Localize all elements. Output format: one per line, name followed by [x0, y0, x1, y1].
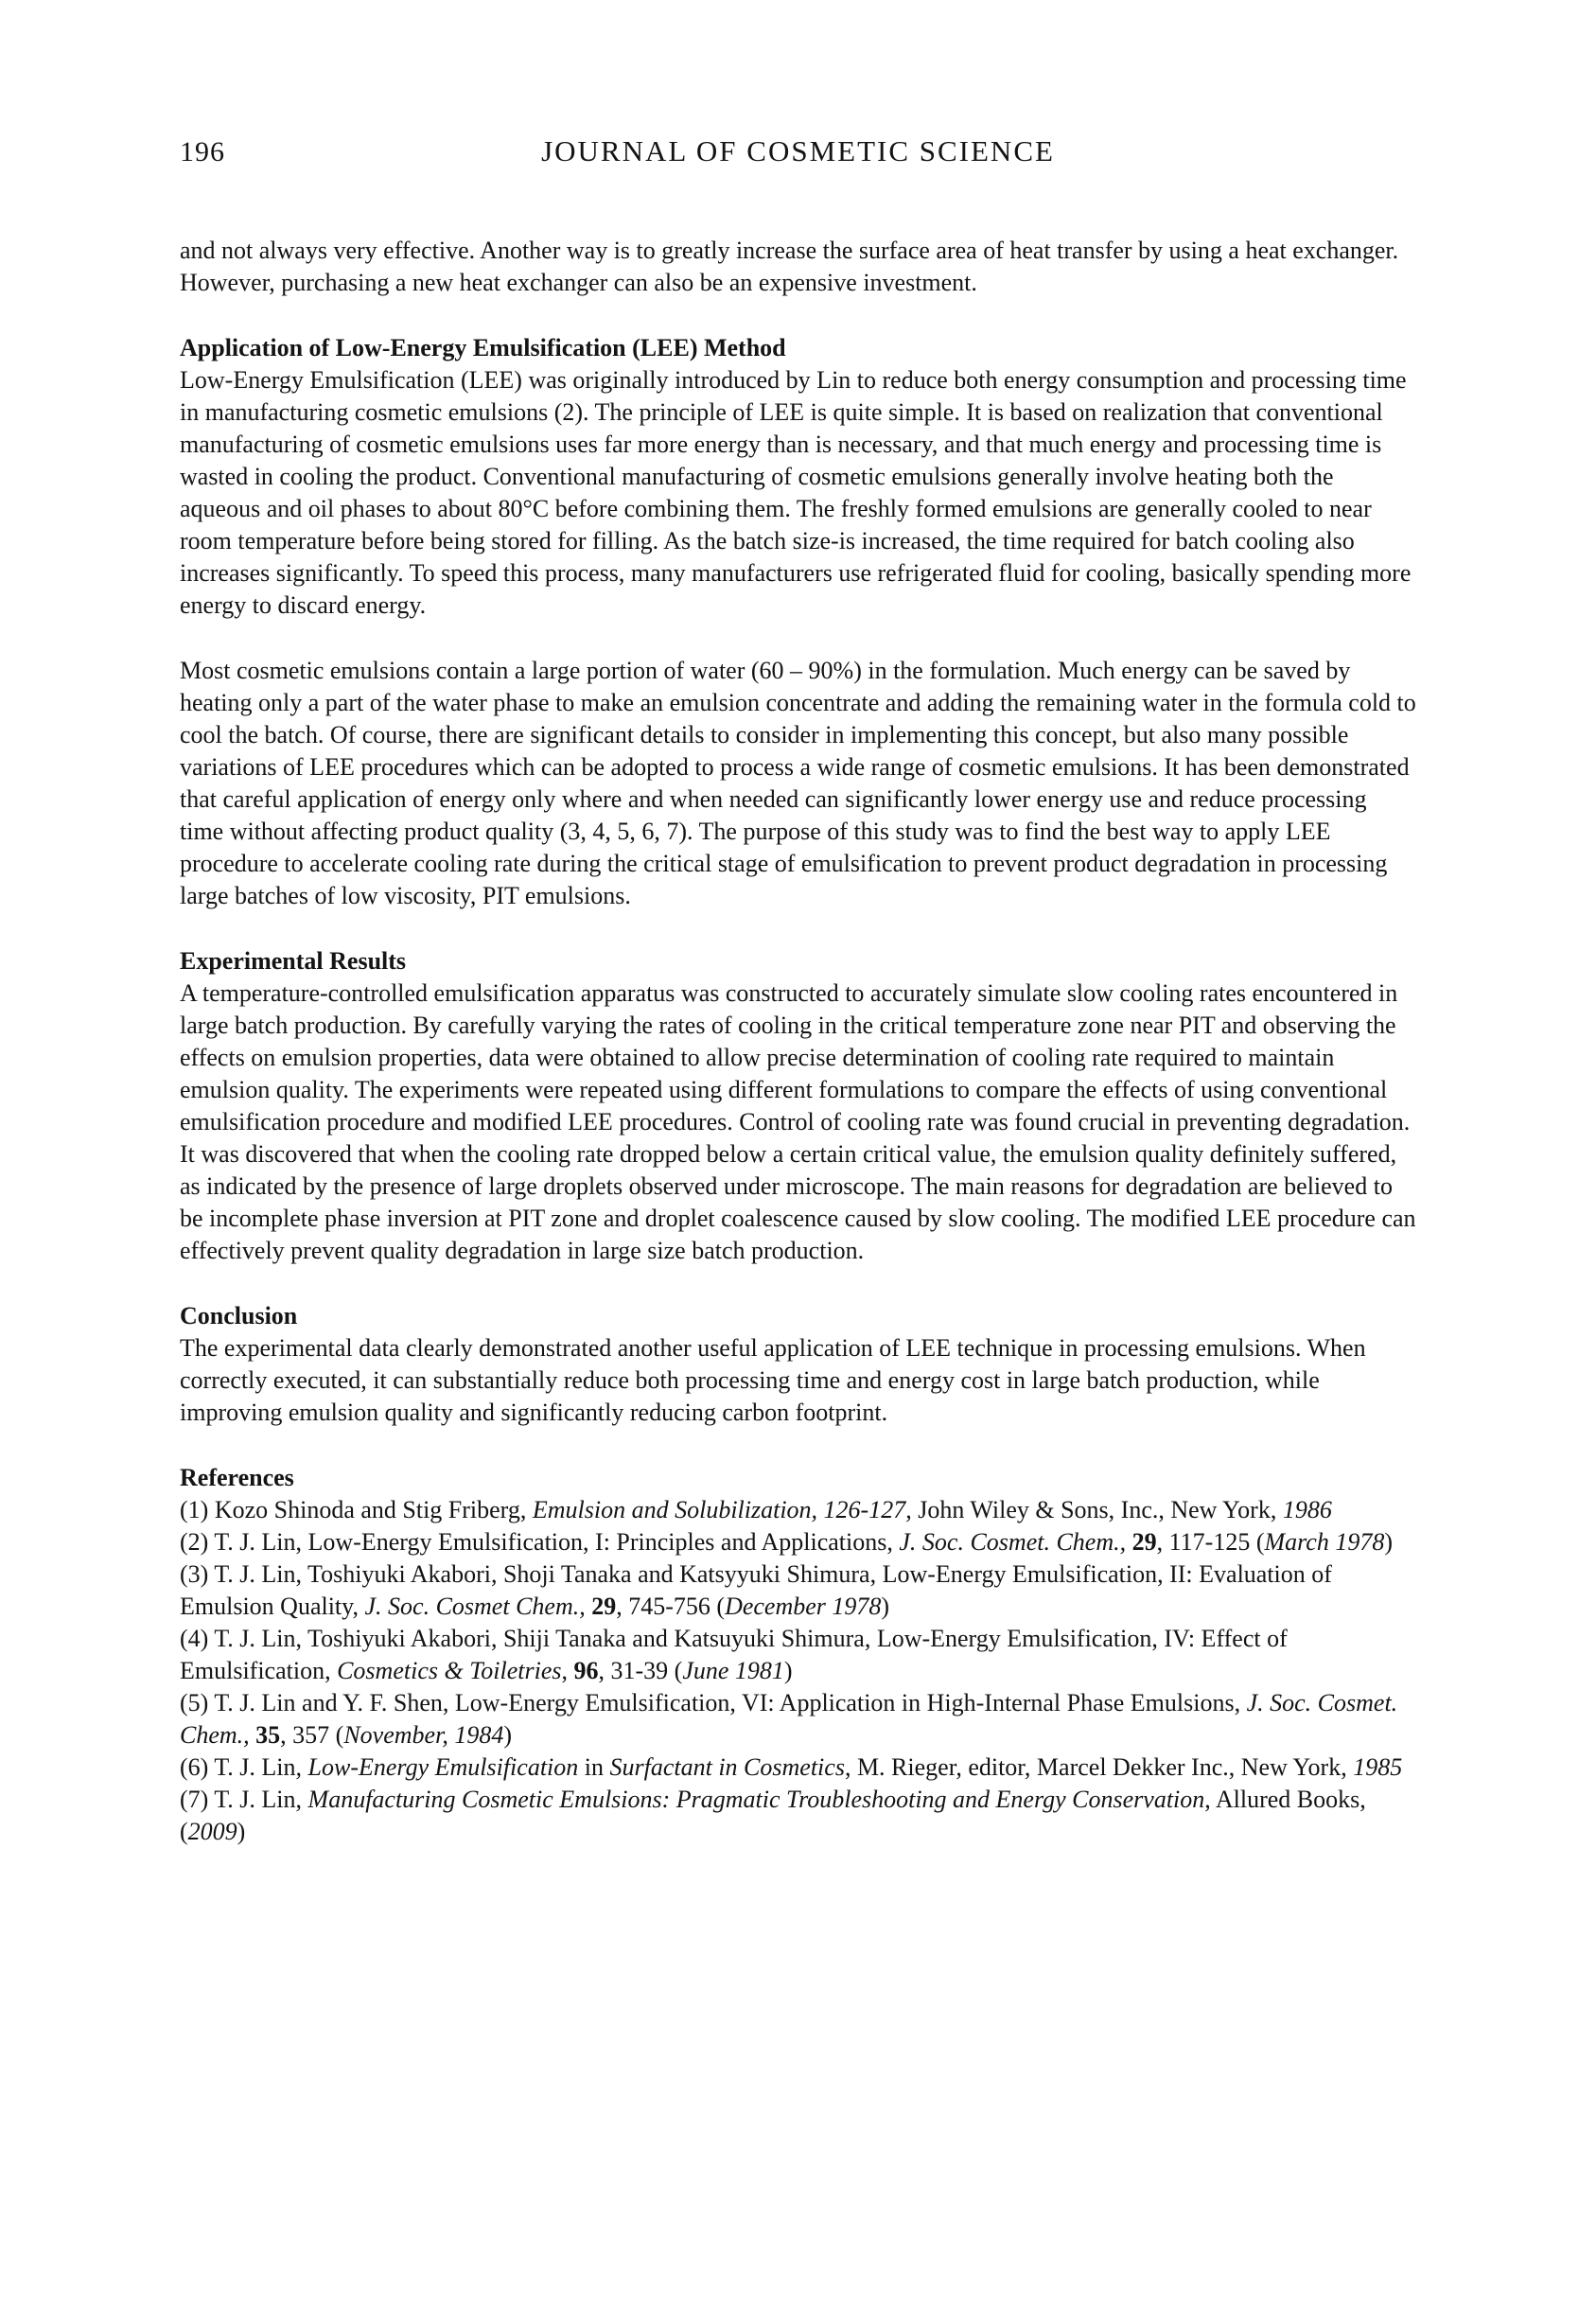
reference-text-segment: Low-Energy Emulsification	[307, 1753, 579, 1781]
reference-text-segment: 29	[591, 1593, 617, 1620]
reference-text-segment: ,	[561, 1657, 574, 1684]
reference-list	[180, 1494, 1416, 1848]
reference-text-segment: , 31-39 (	[598, 1657, 683, 1684]
reference-text-segment: 1985	[1353, 1753, 1403, 1781]
reference-item-1	[180, 1494, 1416, 1526]
reference-text-segment: Surfactant in Cosmetics	[609, 1753, 845, 1781]
intro-paragraph: and not always very effective. Another way is to greatly increase the surface area of heat transfer by using a heat exchanger. However, purchasing a new heat exchanger can also be an expensive investment.	[180, 237, 1399, 296]
reference-text-segment: Manufacturing Cosmetic Emulsions: Pragmatic Troubleshooting and Energy Conservation	[307, 1786, 1205, 1813]
reference-text-segment: , 357 (	[280, 1721, 344, 1749]
reference-text-segment: )	[783, 1657, 793, 1684]
reference-text-segment: June 1981	[682, 1657, 784, 1684]
reference-text-segment: )	[1384, 1528, 1394, 1556]
reference-text-segment: 35	[255, 1721, 281, 1749]
reference-item-6	[180, 1752, 1416, 1784]
reference-text-segment: in	[578, 1753, 610, 1781]
reference-item-7	[180, 1784, 1416, 1848]
reference-item-3	[180, 1558, 1416, 1623]
experimental-results-paragraph: A temperature-controlled emulsification apparatus was constructed to accurately simulate slow cooling rates encountered in large batch production. By carefully varying the rates of cooling in the critical temperature zone near PIT and observing the effects on emulsion properties, data were obtained to allow precise determination of cooling rate required to maintain emulsion quality. The experiments were repeated using different formulations to compare the effects of using conventional emulsification procedure and modified LEE procedures. Control of cooling rate was found crucial in preventing degradation. It was discovered that when the cooling rate dropped below a certain critical value, the emulsion quality definitely suffered, as indicated by the presence of large droplets observed under microscope. The main reasons for degradation are believed to be incomplete phase inversion at PIT zone and droplet coalescence caused by slow cooling. The modified LEE procedure can effectively prevent quality degradation in large size batch production.	[180, 979, 1416, 1264]
reference-text-segment: , M. Rieger, editor, Marcel Dekker Inc., New York,	[844, 1753, 1354, 1781]
reference-text-segment: )	[503, 1721, 512, 1749]
reference-text-segment: J. Soc. Cosmet. Chem.,	[180, 1689, 1398, 1749]
reference-text-segment: 1986	[1282, 1496, 1332, 1523]
article-body	[180, 235, 1416, 1848]
reference-text-segment: (3) T. J. Lin, Toshiyuki Akabori, Shoji Tanaka and Katsyyuki Shimura, Low-Energy Emulsification, II: Evaluation of Emulsion Quality,	[180, 1560, 1332, 1620]
reference-text-segment: (2) T. J. Lin, Low-Energy Emulsification, I: Principles and Applications,	[180, 1528, 900, 1556]
reference-item-5	[180, 1687, 1416, 1752]
reference-text-segment: (7) T. J. Lin,	[180, 1786, 308, 1813]
reference-text-segment: John Wiley & Sons, Inc., New York,	[911, 1496, 1283, 1523]
reference-text-segment: November, 1984	[343, 1721, 504, 1749]
reference-text-segment: ,	[295, 1753, 308, 1781]
reference-text-segment: March 1978	[1264, 1528, 1385, 1556]
reference-text-segment: 2009	[187, 1818, 237, 1845]
reference-text-segment: )	[881, 1593, 890, 1620]
lee-method-paragraph-1: Low-Energy Emulsification (LEE) was originally introduced by Lin to reduce both energy consumption and processing time in manufacturing cosmetic emulsions (2). The principle of LEE is quite simple. It is based on realization that conventional manufacturing of cosmetic emulsions uses far more energy than is necessary, and that much energy and processing time is wasted in cooling the product. Conventional manufacturing of cosmetic emulsions generally involve heating both the aqueous and oil phases to about 80°C before combining them. The freshly formed emulsions are generally cooled to near room temperature before being stored for filling. As the batch size-is increased, the time required for batch cooling also increases significantly. To speed this process, many manufacturers use refrigerated fluid for cooling, basically spending more energy to discard energy.	[180, 366, 1412, 619]
reference-text-segment: Cosmetics & Toiletries	[337, 1657, 562, 1684]
reference-text-segment: (6) T. J. Lin	[180, 1753, 296, 1781]
lee-method-heading: Application of Low-Energy Emulsification (LEE) Method	[180, 334, 786, 361]
reference-text-segment: , 745-756 (	[616, 1593, 726, 1620]
reference-text-segment: , Allured Books, (	[180, 1786, 1366, 1845]
lee-method-paragraph-2: Most cosmetic emulsions contain a large portion of water (60 – 90%) in the formulation. Much energy can be saved by heating only a part of the water phase to make an emulsion concentrate and adding the remaining water in the formula cold to cool the batch. Of course, there are significant details to consider in implementing this concept, but also many possible variations of LEE procedures which can be adopted to process a wide range of cosmetic emulsions. It has been demonstrated that careful application of energy only where and when needed can significantly lower energy use and reduce processing time without affecting product quality (3, 4, 5, 6, 7). The purpose of this study was to find the best way to apply LEE procedure to accelerate cooling rate during the critical stage of emulsification to prevent product degradation in processing large batches of low viscosity, PIT emulsions.	[180, 657, 1416, 909]
reference-text-segment: Emulsion and Solubilization, 126-127,	[532, 1496, 912, 1523]
reference-text-segment: December 1978	[725, 1593, 882, 1620]
reference-text-segment: 29	[1131, 1528, 1157, 1556]
page-number: 196	[180, 136, 225, 167]
reference-item-4	[180, 1623, 1416, 1687]
reference-text-segment: , 117-125 (	[1156, 1528, 1265, 1556]
reference-text-segment: (1) Kozo Shinoda and Stig Friberg,	[180, 1496, 533, 1523]
references-heading: References	[180, 1464, 294, 1491]
reference-text-segment: 96	[573, 1657, 599, 1684]
experimental-results-heading: Experimental Results	[180, 947, 407, 975]
reference-text-segment: (4) T. J. Lin, Toshiyuki Akabori, Shiji Tanaka and Katsuyuki Shimura, Low-Energy Emulsification, IV: Effect of Emulsification,	[180, 1625, 1288, 1684]
reference-item-2	[180, 1526, 1416, 1558]
conclusion-heading: Conclusion	[180, 1302, 298, 1329]
reference-text-segment: (5) T. J. Lin and Y. F. Shen, Low-Energy Emulsification, VI: Application in High-Internal Phase Emulsions,	[180, 1689, 1247, 1716]
reference-text-segment: )	[237, 1818, 246, 1845]
journal-title: JOURNAL OF COSMETIC SCIENCE	[541, 134, 1055, 167]
conclusion-paragraph: The experimental data clearly demonstrated another useful application of LEE technique in processing emulsions. When correctly executed, it can substantially reduce both processing time and energy cost in large batch production, while improving emulsion quality and significantly reducing carbon footprint.	[180, 1334, 1366, 1426]
reference-text-segment: J. Soc. Cosmet. Chem.,	[899, 1528, 1127, 1556]
reference-text-segment: J. Soc. Cosmet Chem.,	[364, 1593, 586, 1620]
page-header	[180, 134, 1416, 174]
